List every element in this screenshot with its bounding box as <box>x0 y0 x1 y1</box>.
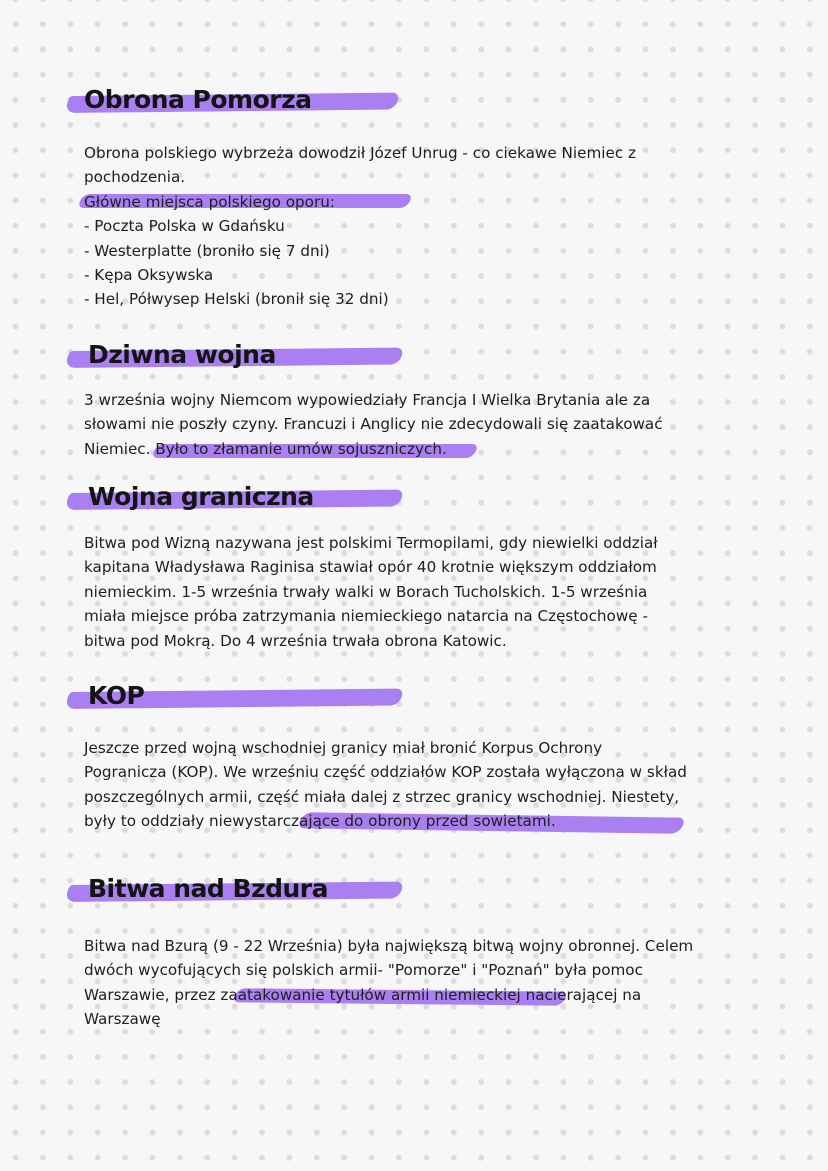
text-line: bitwa pod Mokrą. Do 4 września trwała obrona Katowic. <box>84 631 507 650</box>
section-title: Wojna graniczna <box>88 482 314 511</box>
text-line: Jeszcze przed wojną wschodniej granicy miał bronić Korpus Ochrony <box>84 739 603 757</box>
text-segment: Niemiec. <box>84 439 151 458</box>
text-line: Warszawę <box>84 1010 161 1029</box>
text-line: 3 września wojny Niemcom wypowiedziały Francja I Wielka Brytania ale za <box>84 391 651 409</box>
text-line: miała miejsce próba zatrzymania niemieckiego natarcia na Częstochowę - <box>84 607 648 626</box>
text-line: Główne miejsca polskiego oporu: <box>84 192 335 211</box>
section-title: Bitwa nad Bzdura <box>88 874 329 903</box>
text-line: Bitwa nad Bzurą (9 - 22 Września) była największą bitwą wojny obronnej. Celem <box>84 937 694 955</box>
paragraph-obrona-pomorza <box>84 141 764 312</box>
heading-obrona-pomorza <box>66 83 416 123</box>
highlighted-text: Było to złamanie umów sojuszniczych. <box>150 439 447 458</box>
heading-kop <box>66 679 416 719</box>
text-line: Obrona polskiego wybrzeża dowodził Józef Unrug - co ciekawe Niemiec z <box>84 144 636 162</box>
text-line: poszczególnych armii, część miała dalej z strzec granicy wschodniej. Niestety, <box>84 787 680 806</box>
text-line: Warszawie, przez zaatakowanie tytułów armii niemieckiej nacierającej na <box>84 985 642 1004</box>
text-line: niemieckim. 1-5 września trwały walki w Borach Tucholskich. 1-5 września <box>84 582 648 601</box>
paragraph-kop <box>84 736 764 834</box>
text-line: były to oddziały niewystarczające do obrony przed sowietami. <box>84 812 556 831</box>
heading-wojna-graniczna <box>66 480 416 520</box>
section-title: Obrona Pomorza <box>84 85 312 114</box>
list-item: - Westerplatte (broniło się 7 dni) <box>84 241 330 260</box>
paragraph-bitwa-nad-bzdura <box>84 934 764 1032</box>
text-line: słowami nie poszły czyny. Francuzi i Anglicy nie zdecydowali się zaatakować <box>84 415 663 434</box>
section-title: KOP <box>88 681 145 710</box>
paragraph-dziwna-wojna <box>84 388 764 461</box>
text-line: kapitana Władysława Raginisa stawiał opór 40 krotnie większym oddziałom <box>84 558 657 577</box>
heading-dziwna-wojna <box>66 338 416 378</box>
text-line: Pogranicza (KOP). We wrześniu część oddziałów KOP została wyłączona w skład <box>84 763 687 782</box>
heading-bitwa-nad-bzdura <box>66 872 416 912</box>
list-item: - Poczta Polska w Gdańsku <box>84 217 285 236</box>
list-item: - Hel, Półwysep Helski (bronił się 32 dni) <box>84 290 389 309</box>
text-line: pochodzenia. <box>84 168 186 187</box>
text-line: Bitwa pod Wizną nazywana jest polskimi Termopilami, gdy niewielki oddział <box>84 534 658 552</box>
list-item: - Kępa Oksywska <box>84 266 214 285</box>
text-line: dwóch wycofujących się polskich armii- "Pomorze" i "Poznań" była pomoc <box>84 961 643 980</box>
section-title: Dziwna wojna <box>88 340 276 369</box>
text-line <box>84 437 764 461</box>
paragraph-wojna-graniczna <box>84 531 764 653</box>
